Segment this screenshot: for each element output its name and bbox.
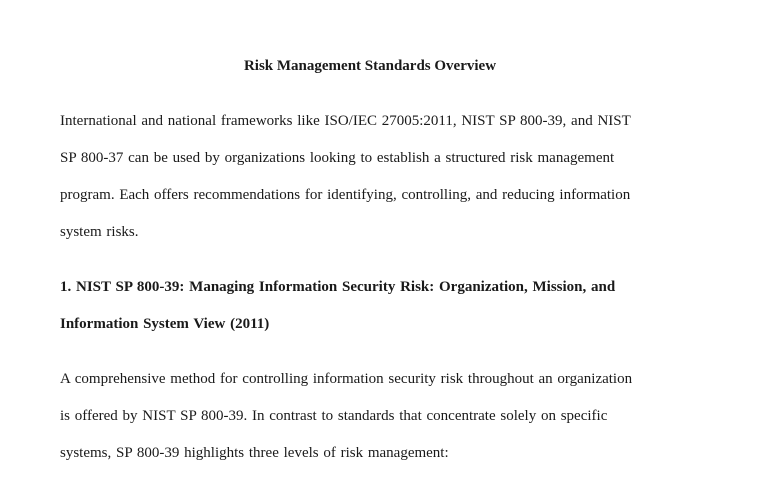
intro-line-1: International and national frameworks like ISO/IEC 27005:2011, NIST SP 800-39, and NIST (60, 113, 631, 129)
section-heading-line-1: 1. NIST SP 800-39: Managing Information Security Risk: Organization, Mission, and (60, 279, 616, 295)
document-title: Risk Management Standards Overview (243, 58, 497, 74)
section-paragraph-line-3: systems, SP 800-39 highlights three levels of risk management: (60, 445, 449, 461)
section-paragraph-line-2: is offered by NIST SP 800-39. In contrast to standards that concentrate solely on specific (60, 408, 608, 424)
section-heading-line-2: Information System View (2011) (60, 316, 270, 332)
intro-line-4: system risks. (60, 224, 139, 240)
intro-line-2: SP 800-37 can be used by organizations looking to establish a structured risk management (60, 150, 615, 166)
intro-line-3: program. Each offers recommendations for identifying, controlling, and reducing information (60, 187, 631, 203)
section-paragraph-line-1: A comprehensive method for controlling information security risk throughout an organization (60, 371, 633, 387)
